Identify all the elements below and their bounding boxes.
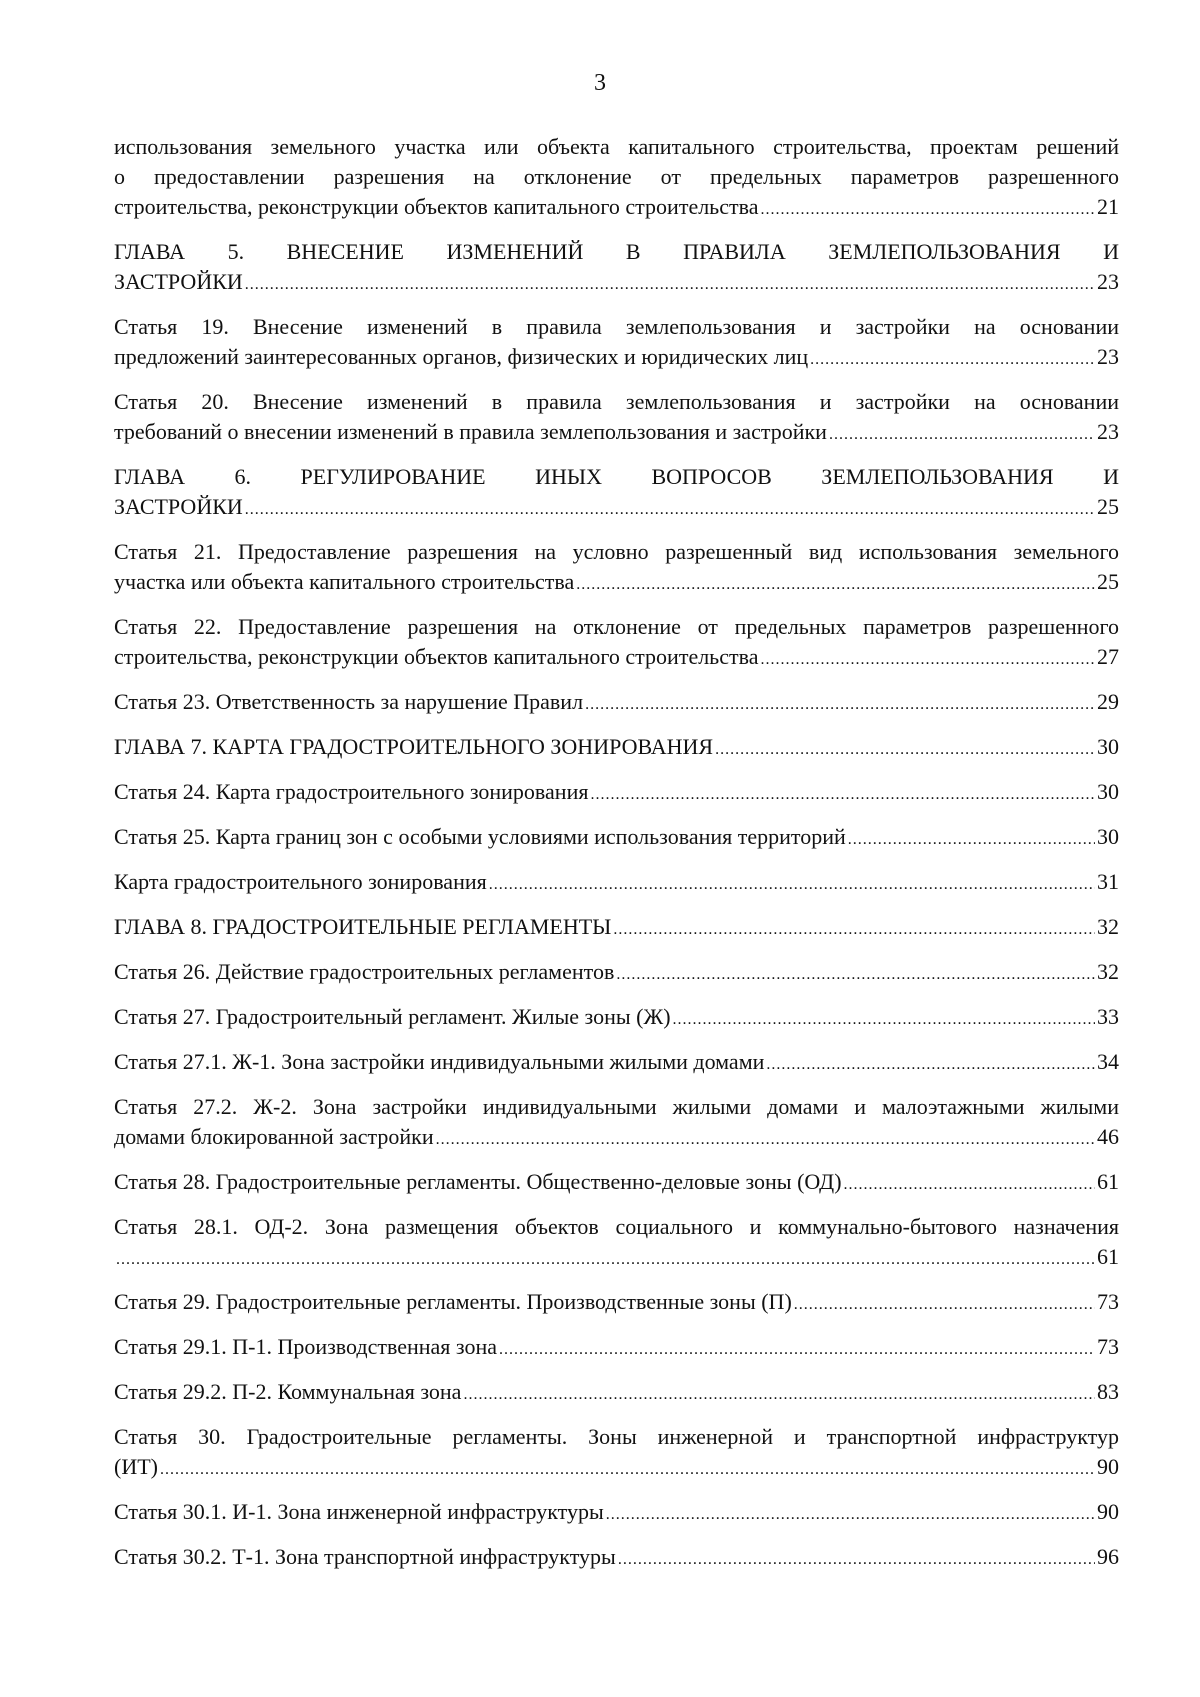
toc-entry[interactable]: [114, 1542, 1119, 1575]
toc-entry-last-line: [114, 822, 1119, 855]
toc-entry-last-line: [114, 687, 1119, 720]
toc-entry-page-number: 23: [1097, 419, 1119, 444]
toc-entry-title: Статья 24. Карта градостроительного зонирования: [114, 779, 589, 804]
toc-entry-page-number: 32: [1097, 914, 1119, 939]
toc-entry-last-line: [114, 777, 1119, 810]
toc-entry[interactable]: [114, 1092, 1119, 1155]
toc-entry-last-line: [114, 1167, 1119, 1200]
dot-leader: [436, 1125, 1095, 1155]
toc-entry-line: ГЛАВА 5. ВНЕСЕНИЕ ИЗМЕНЕНИЙ В ПРАВИЛА ЗЕМЛЕПОЛЬЗОВАНИЯ И: [114, 239, 1119, 264]
toc-entry-page-number: 21: [1097, 194, 1119, 219]
toc-entry[interactable]: [114, 777, 1119, 810]
dot-leader: [585, 690, 1095, 720]
toc-entry-page-number: 29: [1097, 689, 1119, 714]
toc-entry-line: о предоставлении разрешения на отклонение от предельных параметров разрешенного: [114, 164, 1119, 189]
toc-entry[interactable]: [114, 1422, 1119, 1485]
toc-entry-last-line: [114, 1047, 1119, 1080]
toc-entry-line: Статья 21. Предоставление разрешения на условно разрешенный вид использования земельного: [114, 539, 1119, 564]
toc-entry-last-line: [114, 1497, 1119, 1530]
toc-entry-page-number: 31: [1097, 869, 1119, 894]
toc-entry-title: предложений заинтересованных органов, физических и юридических лиц: [114, 344, 809, 369]
toc-entry-last-line: [114, 492, 1119, 525]
dot-leader: [489, 870, 1095, 900]
toc-entry-last-line: [114, 1002, 1119, 1035]
toc-entry-page-number: 90: [1097, 1499, 1119, 1524]
toc-entry-page-number: 34: [1097, 1049, 1119, 1074]
toc-entry-title: ЗАСТРОЙКИ: [114, 494, 243, 519]
toc-entry-page-number: 27: [1097, 644, 1119, 669]
toc-entry[interactable]: [114, 1167, 1119, 1200]
toc-entry-title: требований о внесении изменений в правила землепользования и застройки: [114, 419, 827, 444]
dot-leader: [673, 1005, 1095, 1035]
dot-leader: [116, 1245, 1095, 1275]
page-number: 3: [594, 70, 606, 96]
toc-entry-last-line: [114, 957, 1119, 990]
dot-leader: [715, 735, 1095, 765]
toc-entry[interactable]: [114, 1287, 1119, 1320]
toc-entry-title: ГЛАВА 8. ГРАДОСТРОИТЕЛЬНЫЕ РЕГЛАМЕНТЫ: [114, 914, 612, 939]
toc-entry-title: Статья 27. Градостроительный регламент. Жилые зоны (Ж): [114, 1004, 671, 1029]
toc-entry-line: Статья 30. Градостроительные регламенты. Зоны инженерной и транспортной инфраструктур: [114, 1424, 1119, 1449]
toc-entry-last-line: [114, 417, 1119, 450]
toc-entry-last-line: [114, 1377, 1119, 1410]
toc-entry-line: Статья 27.2. Ж-2. Зона застройки индивидуальными жилыми домами и малоэтажными жилыми: [114, 1094, 1119, 1119]
toc-entry-page-number: 46: [1097, 1124, 1119, 1149]
dot-leader: [794, 1290, 1095, 1320]
toc-entry[interactable]: [114, 732, 1119, 765]
toc-entry-last-line: [114, 342, 1119, 375]
dot-leader: [848, 825, 1095, 855]
toc-entry[interactable]: [114, 1212, 1119, 1275]
dot-leader: [576, 570, 1095, 600]
toc-entry-title: домами блокированной застройки: [114, 1124, 434, 1149]
dot-leader: [463, 1380, 1095, 1410]
toc-entry-title: Статья 26. Действие градостроительных регламентов: [114, 959, 615, 984]
toc-entry-last-line: [114, 192, 1119, 225]
toc-entry-line: Статья 19. Внесение изменений в правила землепользования и застройки на основании: [114, 314, 1119, 339]
toc-entry-page-number: 30: [1097, 779, 1119, 804]
toc-entry[interactable]: [114, 957, 1119, 990]
dot-leader: [760, 195, 1095, 225]
toc-entry[interactable]: [114, 237, 1119, 300]
toc-entry-last-line: [114, 732, 1119, 765]
toc-entry[interactable]: [114, 1332, 1119, 1365]
toc-entry[interactable]: [114, 822, 1119, 855]
toc-entry[interactable]: [114, 912, 1119, 945]
toc-entry-page-number: 32: [1097, 959, 1119, 984]
toc-entry-page-number: 33: [1097, 1004, 1119, 1029]
toc-entry[interactable]: [114, 537, 1119, 600]
toc-entry-last-line: [114, 1122, 1119, 1155]
toc-entry-line: Статья 22. Предоставление разрешения на отклонение от предельных параметров разрешенного: [114, 614, 1119, 639]
dot-leader: [245, 270, 1095, 300]
dot-leader: [606, 1500, 1095, 1530]
dot-leader: [810, 345, 1095, 375]
toc-entry-title: строительства, реконструкции объектов капитального строительства: [114, 194, 759, 219]
toc-entry-page-number: 83: [1097, 1379, 1119, 1404]
toc-entry-title: Статья 29.1. П-1. Производственная зона: [114, 1334, 498, 1359]
toc-entry-title: Статья 30.2. Т-1. Зона транспортной инфраструктуры: [114, 1544, 616, 1569]
toc-entry[interactable]: [114, 462, 1119, 525]
dot-leader: [160, 1455, 1095, 1485]
toc-entry-title: строительства, реконструкции объектов капитального строительства: [114, 644, 759, 669]
toc-entry[interactable]: [114, 1047, 1119, 1080]
toc-entry-page-number: 73: [1097, 1334, 1119, 1359]
dot-leader: [618, 1545, 1095, 1575]
toc-entry-last-line: [114, 1452, 1119, 1485]
toc-entry-title: ГЛАВА 7. КАРТА ГРАДОСТРОИТЕЛЬНОГО ЗОНИРОВАНИЯ: [114, 734, 714, 759]
toc-entry-title: Статья 23. Ответственность за нарушение Правил: [114, 689, 584, 714]
toc-entry[interactable]: [114, 612, 1119, 675]
dot-leader: [613, 915, 1095, 945]
toc-entry-title: Статья 30.1. И-1. Зона инженерной инфраструктуры: [114, 1499, 604, 1524]
dot-leader: [590, 780, 1095, 810]
toc-entry-last-line: [114, 642, 1119, 675]
toc-entry-line: использования земельного участка или объекта капитального строительства, проектам решений: [114, 134, 1119, 159]
toc-entry-page-number: 23: [1097, 344, 1119, 369]
toc-entry[interactable]: [114, 1002, 1119, 1035]
dot-leader: [760, 645, 1095, 675]
toc-entry-page-number: 61: [1097, 1169, 1119, 1194]
toc-entry-page-number: 61: [1097, 1244, 1119, 1269]
dot-leader: [616, 960, 1095, 990]
toc-entry-last-line: [114, 867, 1119, 900]
toc-entry-page-number: 96: [1097, 1544, 1119, 1569]
toc-entry-last-line: [114, 1542, 1119, 1575]
toc-entry-page-number: 25: [1097, 494, 1119, 519]
toc-entry-title: (ИТ): [114, 1454, 158, 1479]
toc-entry[interactable]: [114, 687, 1119, 720]
toc-entry-title: Статья 27.1. Ж-1. Зона застройки индивидуальными жилыми домами: [114, 1049, 765, 1074]
toc-entry-last-line: [114, 267, 1119, 300]
toc-entry[interactable]: [114, 867, 1119, 900]
toc-entry-title: Статья 28. Градостроительные регламенты. Общественно-деловые зоны (ОД): [114, 1169, 842, 1194]
toc-entry-last-line: [114, 1332, 1119, 1365]
toc-entry-title: Статья 29. Градостроительные регламенты. Производственные зоны (П): [114, 1289, 792, 1314]
toc-entry-line: Статья 28.1. ОД-2. Зона размещения объектов социального и коммунально-бытового назначения: [114, 1214, 1119, 1239]
toc-entry[interactable]: [114, 312, 1119, 375]
toc-entry-line: ГЛАВА 6. РЕГУЛИРОВАНИЕ ИНЫХ ВОПРОСОВ ЗЕМЛЕПОЛЬЗОВАНИЯ И: [114, 464, 1119, 489]
dot-leader: [829, 420, 1095, 450]
toc-entry[interactable]: [114, 132, 1119, 225]
dot-leader: [499, 1335, 1095, 1365]
toc-entry-title: ЗАСТРОЙКИ: [114, 269, 243, 294]
toc-entry[interactable]: [114, 1377, 1119, 1410]
toc-entry-title: участка или объекта капитального строительства: [114, 569, 575, 594]
toc-entry[interactable]: [114, 387, 1119, 450]
toc-entry-page-number: 90: [1097, 1454, 1119, 1479]
toc-entry-last-line: [114, 1242, 1119, 1275]
toc-entry-last-line: [114, 1287, 1119, 1320]
dot-leader: [245, 495, 1095, 525]
toc-entry-title: Статья 25. Карта границ зон с особыми условиями использования территорий: [114, 824, 846, 849]
dot-leader: [844, 1170, 1095, 1200]
toc-entry-last-line: [114, 567, 1119, 600]
toc-entry-last-line: [114, 912, 1119, 945]
toc-entry-page-number: 73: [1097, 1289, 1119, 1314]
toc-entry-title: Статья 29.2. П-2. Коммунальная зона: [114, 1379, 462, 1404]
toc-entry-page-number: 23: [1097, 269, 1119, 294]
toc-entry[interactable]: [114, 1497, 1119, 1530]
toc-entry-title: Карта градостроительного зонирования: [114, 869, 487, 894]
toc-entry-page-number: 30: [1097, 824, 1119, 849]
toc-entry-line: Статья 20. Внесение изменений в правила землепользования и застройки на основании: [114, 389, 1119, 414]
dot-leader: [766, 1050, 1095, 1080]
toc-entry-page-number: 30: [1097, 734, 1119, 759]
table-of-contents: [114, 132, 1119, 1587]
toc-entry-page-number: 25: [1097, 569, 1119, 594]
